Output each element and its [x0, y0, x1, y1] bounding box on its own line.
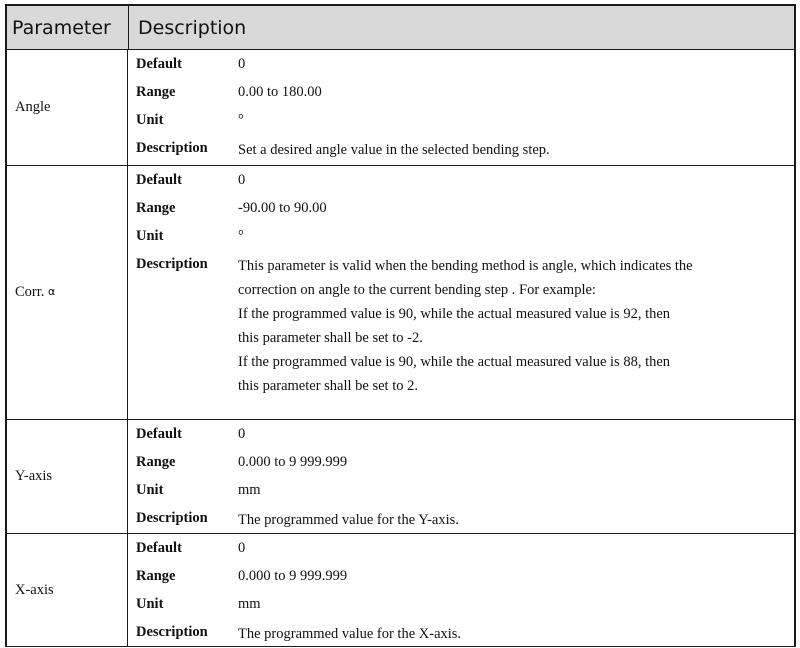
parameter-name-text: Corr. [15, 284, 45, 300]
field-label: Unit [136, 596, 164, 612]
field-description [136, 136, 794, 164]
field-description [136, 620, 794, 648]
field-value: 0.000 to 9 999.999 [238, 454, 348, 470]
description-line: this parameter shall be set to -2. [238, 330, 423, 346]
field-value: mm [238, 482, 261, 498]
field-range [136, 196, 794, 224]
table-row [7, 420, 794, 534]
field-description [136, 506, 794, 534]
parameter-name-text: Angle [15, 99, 51, 115]
field-value [238, 506, 794, 534]
field-label: Default [136, 172, 182, 188]
field-value: 0 [238, 172, 246, 188]
field-label: Default [136, 56, 182, 72]
field-range [136, 450, 794, 478]
field-label: Range [136, 84, 176, 100]
field-value: -90.00 to 90.00 [238, 200, 327, 216]
field-value [238, 136, 794, 164]
description-line: The programmed value for the X-axis. [238, 626, 462, 642]
field-value: 0 [238, 56, 246, 72]
parameter-table [5, 4, 796, 647]
field-default [136, 422, 794, 450]
field-value: mm [238, 596, 261, 612]
parameter-name [7, 420, 128, 533]
description-line: This parameter is valid when the bending method is angle, which indicates the [238, 258, 693, 274]
field-label: Range [136, 568, 176, 584]
field-label: Default [136, 540, 182, 556]
parameter-name [7, 166, 128, 419]
field-label: Description [136, 624, 208, 640]
field-value: 0.000 to 9 999.999 [238, 568, 348, 584]
field-value: 0.00 to 180.00 [238, 84, 322, 100]
header-parameter: Parameter [7, 6, 129, 49]
field-unit [136, 478, 794, 506]
parameter-details [128, 166, 794, 419]
field-unit [136, 224, 794, 252]
field-value: ° [238, 112, 244, 128]
table-row [7, 50, 794, 166]
field-label: Description [136, 140, 208, 156]
parameter-details [128, 534, 794, 646]
field-value: ° [238, 228, 244, 244]
field-label: Range [136, 200, 176, 216]
description-line: If the programmed value is 90, while the actual measured value is 88, then [238, 354, 671, 370]
field-label: Description [136, 510, 208, 526]
table-row [7, 534, 794, 647]
field-range [136, 564, 794, 592]
description-line: If the programmed value is 90, while the actual measured value is 92, then [238, 306, 671, 322]
parameter-details [128, 420, 794, 533]
description-line: correction on angle to the current bending step . For example: [238, 282, 596, 298]
field-unit [136, 592, 794, 620]
table-row [7, 166, 794, 420]
table-header [7, 6, 794, 50]
parameter-name [7, 534, 128, 646]
description-line: this parameter shall be set to 2. [238, 378, 418, 394]
field-description [136, 252, 794, 400]
parameter-name-text: Y-axis [15, 468, 53, 484]
header-description: Description [138, 16, 247, 39]
alpha-symbol: α [48, 285, 56, 298]
field-default [136, 168, 794, 196]
field-unit [136, 108, 794, 136]
field-label: Unit [136, 482, 164, 498]
field-range [136, 80, 794, 108]
parameter-name [7, 50, 128, 165]
parameter-name-text: X-axis [15, 581, 54, 598]
field-label: Unit [136, 112, 164, 128]
field-default [136, 52, 794, 80]
description-line: Set a desired angle value in the selected bending step. [238, 142, 550, 158]
field-label: Description [136, 256, 208, 272]
description-line: The programmed value for the Y-axis. [238, 512, 459, 528]
parameter-details [128, 50, 794, 165]
field-value [238, 620, 794, 648]
field-label: Default [136, 426, 182, 442]
field-value: 0 [238, 540, 246, 556]
field-value: 0 [238, 426, 246, 442]
field-label: Unit [136, 228, 164, 244]
field-value [238, 252, 794, 400]
field-label: Range [136, 454, 176, 470]
field-default [136, 536, 794, 564]
